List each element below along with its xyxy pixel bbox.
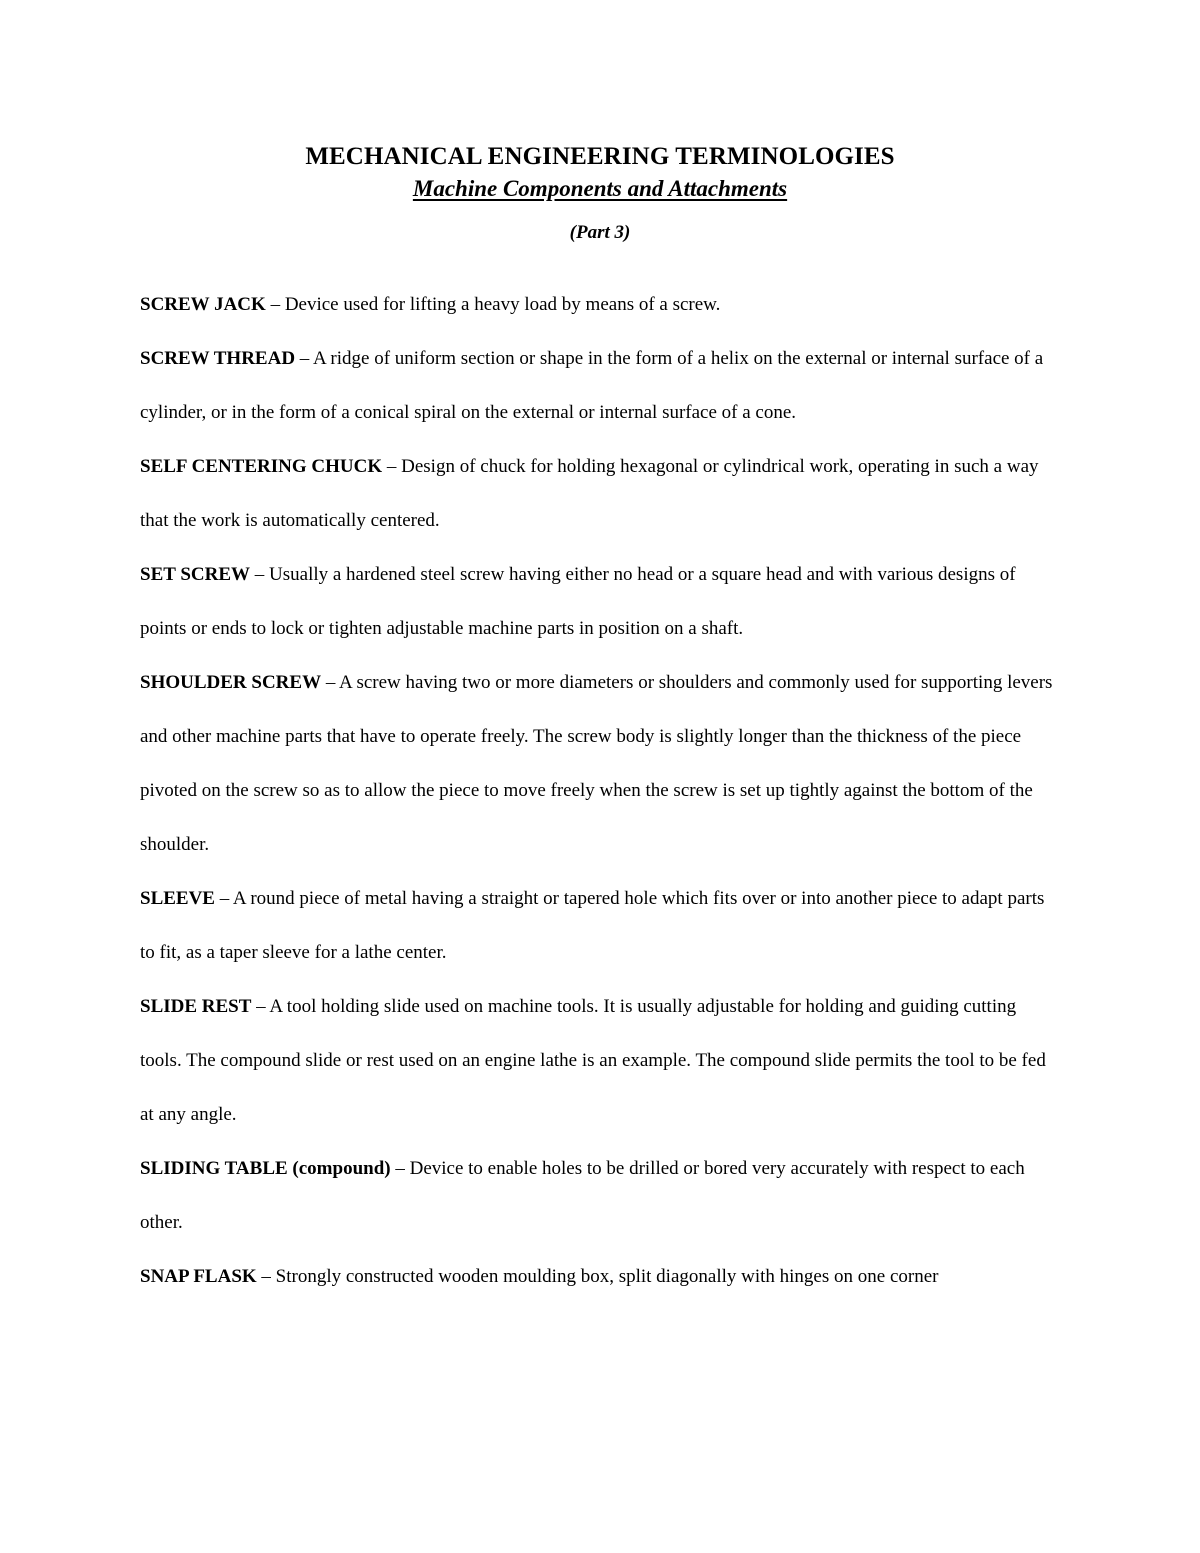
glossary-term: SLEEVE <box>140 888 215 909</box>
glossary-definition: – Design of chuck for holding hexagonal or cylindrical work, operating in such a way that the work is automatically centered. <box>140 456 1039 531</box>
glossary-entry-sleeve <box>140 872 1060 980</box>
glossary-term: SHOULDER SCREW <box>140 672 322 693</box>
glossary-term: SCREW JACK <box>140 294 266 315</box>
document-part-label: (Part 3) <box>569 222 631 243</box>
glossary-definition: – Device to enable holes to be drilled or bored very accurately with respect to each other. <box>140 1158 1025 1233</box>
glossary-definition: – A round piece of metal having a straight or tapered hole which fits over or into another piece to adapt parts to fit, as a taper sleeve for a lathe center. <box>140 888 1045 963</box>
glossary-entry-self-centering-chuck <box>140 440 1060 548</box>
glossary-entry-snap-flask <box>140 1250 1060 1304</box>
document-header <box>0 140 1200 246</box>
glossary-definition: – Device used for lifting a heavy load by means of a screw. <box>265 294 721 315</box>
glossary-entry-screw-jack <box>140 278 1060 332</box>
glossary-entries <box>140 278 1060 1304</box>
glossary-entry-shoulder-screw <box>140 656 1060 872</box>
glossary-term: SNAP FLASK <box>140 1266 257 1287</box>
glossary-entry-slide-rest <box>140 980 1060 1142</box>
glossary-term: SLIDE REST <box>140 996 252 1017</box>
glossary-term: SCREW THREAD <box>140 348 296 369</box>
glossary-definition: – A tool holding slide used on machine tools. It is usually adjustable for holding and guiding cutting tools. The compound slide or rest used on an engine lathe is an example. The compound slide permits the tool to be fed at any angle. <box>140 996 1046 1125</box>
glossary-term: SLIDING TABLE (compound) <box>140 1158 391 1179</box>
glossary-definition: – Usually a hardened steel screw having either no head or a square head and with various designs of points or ends to lock or tighten adjustable machine parts in position on a shaft. <box>140 564 1016 639</box>
glossary-term: SET SCREW <box>140 564 251 585</box>
glossary-entry-sliding-table <box>140 1142 1060 1250</box>
glossary-entry-screw-thread <box>140 332 1060 440</box>
glossary-definition: – A ridge of uniform section or shape in the form of a helix on the external or internal surface of a cylinder, or in the form of a conical spiral on the external or internal surface of a cone. <box>140 348 1044 423</box>
glossary-definition: – Strongly constructed wooden moulding box, split diagonally with hinges on one corner <box>256 1266 939 1287</box>
document-title: MECHANICAL ENGINEERING TERMINOLOGIES <box>305 143 895 170</box>
glossary-entry-set-screw <box>140 548 1060 656</box>
glossary-term: SELF CENTERING CHUCK <box>140 456 383 477</box>
glossary-definition: – A screw having two or more diameters or shoulders and commonly used for supporting levers and other machine parts that have to operate freely. The screw body is slightly longer than the thickness of the piece pivoted on the screw so as to allow the piece to move freely when the screw is set up tightly against the bottom of the shoulder. <box>140 672 1053 855</box>
document-subtitle: Machine Components and Attachments <box>412 176 788 201</box>
